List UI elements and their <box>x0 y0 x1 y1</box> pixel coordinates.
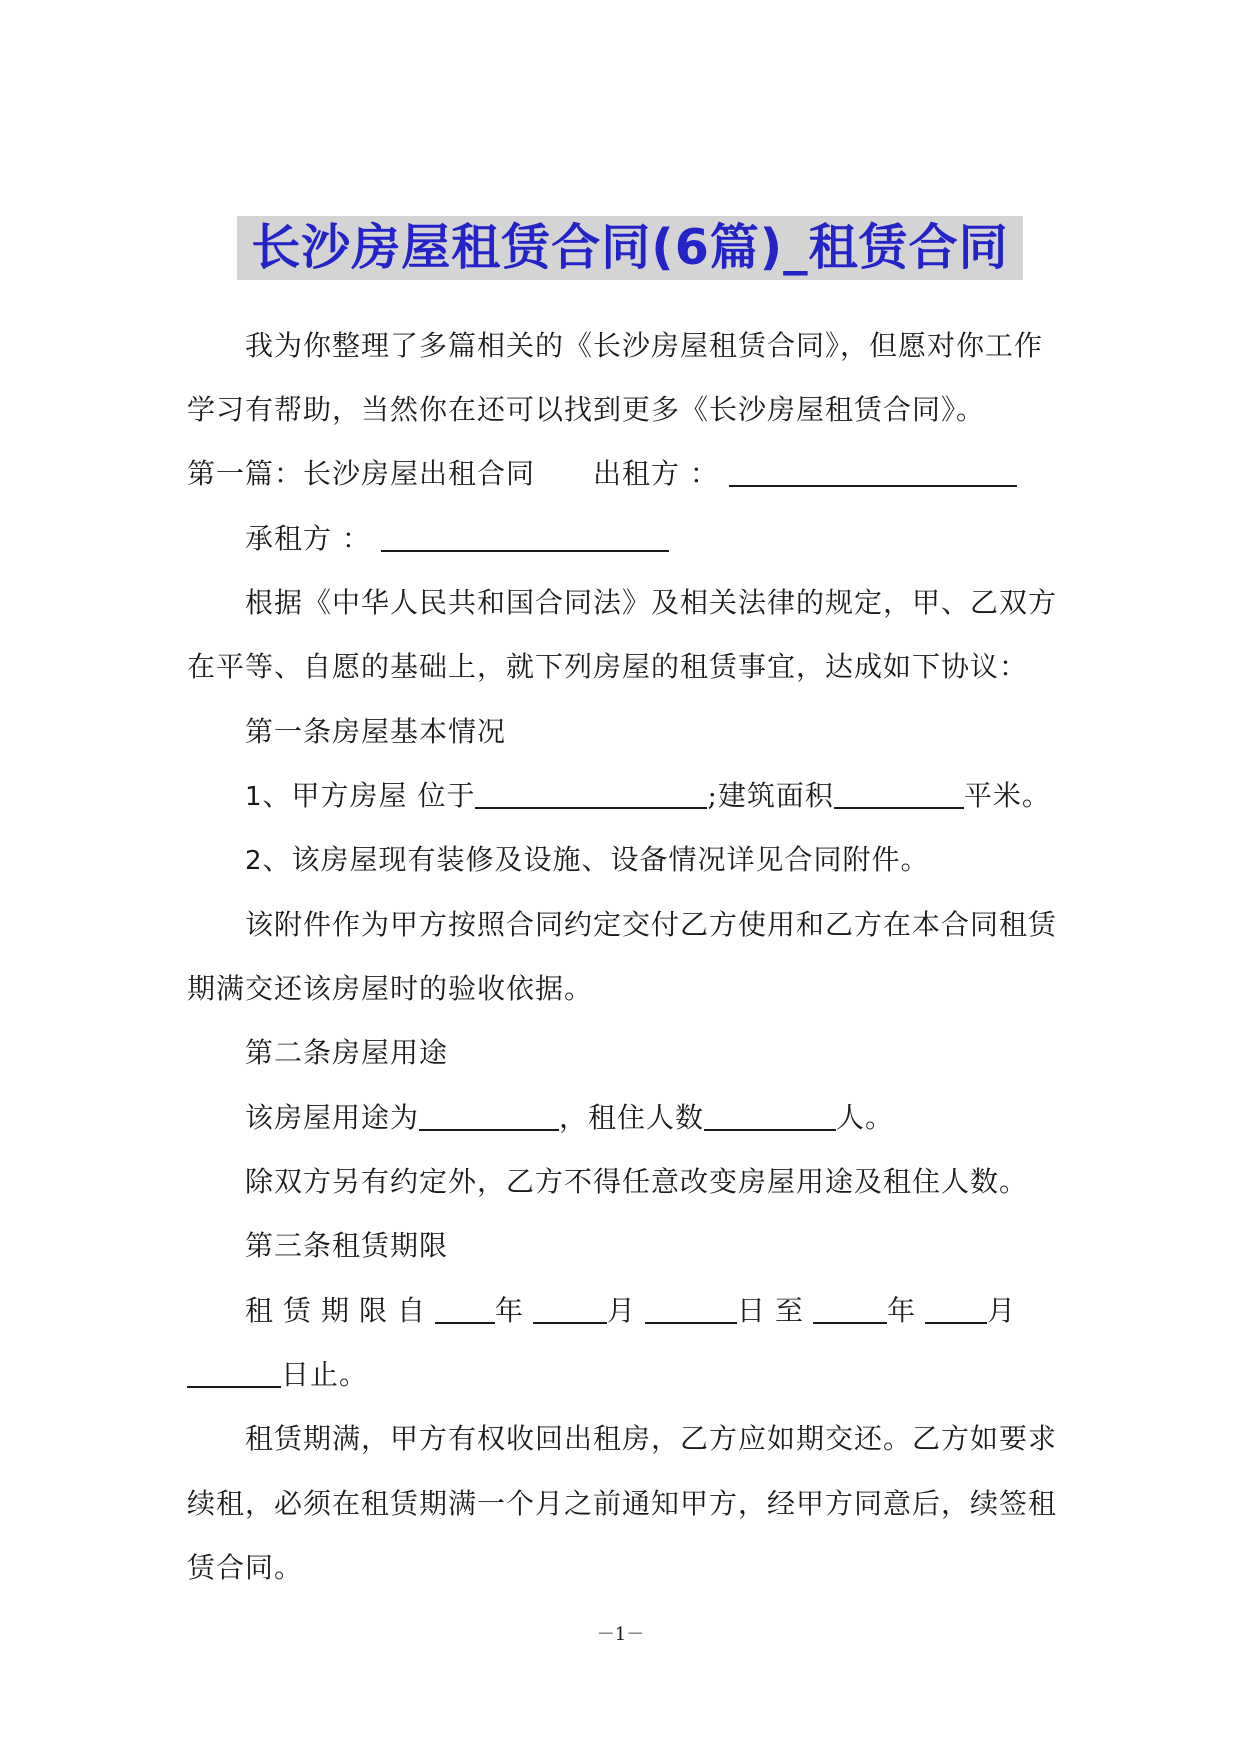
end-day-blank <box>187 1356 281 1388</box>
occupants-blank <box>704 1099 836 1131</box>
start-month-blank <box>533 1292 607 1324</box>
article-1-heading: 第一条房屋基本情况 <box>245 715 507 748</box>
part-one-heading: 第一篇：长沙房屋出租合同 <box>187 457 536 490</box>
expiry-line-2: 续租，必须在租赁期满一个月之前通知甲方，经甲方同意后，续签租 <box>187 1487 1058 1520</box>
article-3-term-line <box>245 1291 1025 1331</box>
item-2-text: 、该房屋现有装修及设施、设备情况详见合同附件。 <box>262 843 930 876</box>
item-2-number: 2 <box>245 846 263 876</box>
item-1-area-label: ;建筑面积 <box>707 779 834 812</box>
title-highlight <box>237 216 1023 280</box>
start-day-blank <box>645 1292 737 1324</box>
expiry-line-1: 租赁期满，甲方有权收回出租房，乙方应如期交还。乙方如要求 <box>245 1422 1058 1455</box>
use-label: 该房屋用途为 <box>245 1101 420 1134</box>
occupants-unit: 人。 <box>836 1101 895 1134</box>
page-number: －1－ <box>596 1624 645 1645</box>
expiry-line-3: 赁合同。 <box>187 1551 304 1584</box>
annex-line-1: 该附件作为甲方按照合同约定交付乙方使用和乙方在本合同租赁 <box>245 908 1058 941</box>
preamble-line-2: 在平等、自愿的基础上，就下列房屋的租赁事宜，达成如下协议： <box>187 650 1029 683</box>
start-year-label: 年 <box>495 1294 534 1327</box>
article-2-use-line <box>245 1098 894 1138</box>
item-1-unit: 平米。 <box>963 779 1051 812</box>
end-month-label: 月 <box>987 1294 1026 1327</box>
end-day-label: 日止。 <box>281 1358 369 1391</box>
document-title: 长沙房屋租赁合同(6篇)_租赁合同 <box>251 219 1009 276</box>
end-month-blank <box>925 1292 987 1324</box>
occupants-label: ，租住人数 <box>559 1101 705 1134</box>
lessor-blank <box>729 455 1017 487</box>
use-blank <box>419 1099 559 1131</box>
term-label: 租赁期限自 <box>245 1294 436 1327</box>
article-1-item-2 <box>245 840 930 881</box>
intro-line-1: 我为你整理了多篇相关的《长沙房屋租赁合同》，但愿对你工作 <box>245 329 1044 362</box>
part-one-line <box>187 454 1017 494</box>
article-3-term-end <box>187 1355 368 1395</box>
area-blank <box>834 777 964 809</box>
annex-line-2: 期满交还该房屋时的验收依据。 <box>187 972 594 1005</box>
lessor-label: 出租方 ： <box>593 457 719 490</box>
start-month-label: 月 <box>607 1294 646 1327</box>
article-2-heading: 第二条房屋用途 <box>245 1036 449 1069</box>
location-blank <box>475 777 707 809</box>
lessee-line <box>245 519 669 559</box>
article-3-heading: 第三条租赁期限 <box>245 1229 449 1262</box>
start-day-label: 日至 <box>737 1294 814 1327</box>
item-1-location-label: 、甲方房屋 位于 <box>262 779 476 812</box>
preamble-line-1: 根据《中华人民共和国合同法》及相关法律的规定，甲、乙双方 <box>245 586 1058 619</box>
start-year-blank <box>435 1292 495 1324</box>
intro-line-2: 学习有帮助，当然你在还可以找到更多《长沙房屋租赁合同》。 <box>187 393 986 426</box>
lessee-label: 承租方 ： <box>245 522 371 555</box>
end-year-label: 年 <box>887 1294 926 1327</box>
article-2-restriction: 除双方另有约定外，乙方不得任意改变房屋用途及租住人数。 <box>245 1165 1029 1198</box>
end-year-blank <box>813 1292 887 1324</box>
item-1-number: 1 <box>245 782 263 812</box>
lessee-blank <box>381 520 669 552</box>
article-1-item-1 <box>245 776 1051 817</box>
